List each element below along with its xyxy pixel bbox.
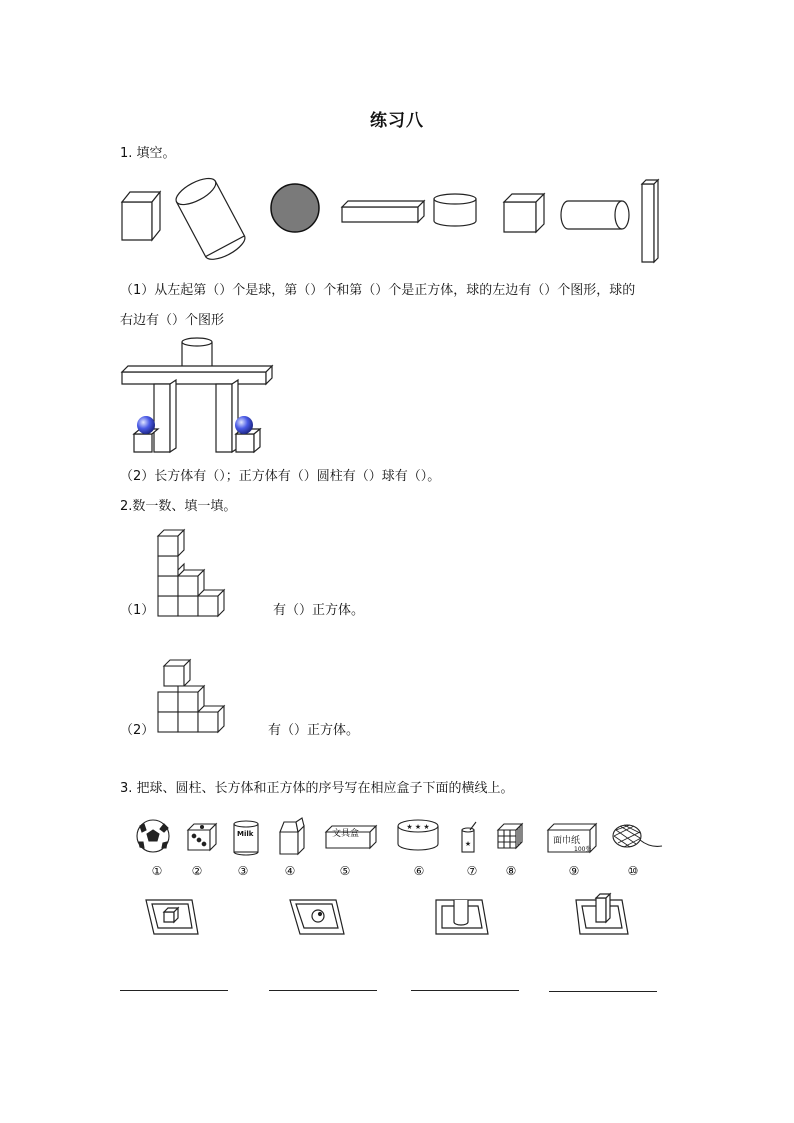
object-number-8: ⑧ — [505, 864, 517, 878]
q1-heading: 1. 填空。 — [120, 146, 176, 161]
soccer-ball-icon — [137, 820, 169, 852]
cuboid-shape-2 — [642, 180, 658, 262]
cube-shape-1 — [122, 192, 160, 240]
top-cylinder — [182, 338, 212, 366]
svg-text:★: ★ — [464, 840, 472, 848]
q3-sort-boxes — [140, 894, 660, 940]
answer-line-cube[interactable] — [120, 990, 228, 991]
q2-item2-label: （2） — [120, 723, 155, 738]
page-title: 练习八 — [370, 111, 424, 131]
q2-item2-text: 有（）正方体。 — [268, 723, 360, 738]
q2-cube-stack-1 — [154, 524, 234, 620]
rubik-cube-icon — [498, 824, 522, 848]
object-number-6: ⑥ — [413, 864, 425, 878]
milk-label: Milk — [237, 830, 254, 838]
answer-line-ball[interactable] — [269, 990, 377, 991]
left-sphere — [137, 416, 155, 434]
q3-objects-row — [130, 814, 670, 862]
q1-structure-figure — [120, 336, 280, 456]
q1-shapes-row — [118, 176, 678, 266]
cylinder-shape-2 — [434, 194, 476, 226]
object-number-1: ① — [151, 864, 163, 878]
svg-text:★ ★ ★: ★ ★ ★ — [406, 823, 430, 831]
object-number-2: ② — [191, 864, 203, 878]
object-number-9: ⑨ — [568, 864, 580, 878]
small-can-icon — [462, 822, 476, 852]
right-pillar — [216, 380, 238, 452]
cuboid-shape-1 — [342, 201, 424, 222]
cube-shape-2 — [504, 194, 544, 232]
q2-item1-text: 有（）正方体。 — [273, 603, 365, 618]
milk-carton-icon — [280, 818, 304, 854]
sort-box-cylinder — [436, 900, 488, 934]
q2-cube-stack-2 — [154, 654, 234, 738]
sort-box-ball — [290, 900, 344, 934]
object-number-5: ⑤ — [339, 864, 351, 878]
q1-sub1-line1: （1）从左起第（）个是球，第（）个和第（）个是正方体，球的左边有（）个图形，球的 — [120, 283, 636, 298]
ball-shape — [271, 184, 319, 232]
q3-heading: 3. 把球、圆柱、长方体和正方体的序号写在相应盒子下面的横线上。 — [120, 781, 514, 796]
tissue-label: 面巾纸 — [553, 836, 581, 846]
sort-box-cuboid — [576, 894, 628, 934]
object-number-7: ⑦ — [466, 864, 478, 878]
answer-line-cuboid[interactable] — [549, 991, 657, 992]
stationery-label: 文具盒 — [332, 829, 360, 839]
q2-item1-label: （1） — [120, 603, 155, 618]
object-number-3: ③ — [237, 864, 249, 878]
dice-icon — [188, 824, 216, 850]
sort-box-cube — [146, 900, 198, 934]
milk-can-icon — [234, 821, 258, 855]
left-pillar — [154, 380, 176, 452]
object-number-10: ⑩ — [627, 864, 639, 878]
cylinder-shape-1 — [172, 173, 248, 264]
right-sphere — [235, 416, 253, 434]
top-beam — [122, 366, 272, 384]
cylinder-shape-3 — [561, 201, 629, 229]
answer-line-cylinder[interactable] — [411, 990, 519, 991]
q1-sub1-line2: 右边有（）个图形 — [120, 313, 225, 328]
object-number-4: ④ — [284, 864, 296, 878]
round-tin-icon — [398, 820, 438, 850]
tissue-sublabel: 100张 — [574, 846, 592, 853]
yarn-ball-icon — [613, 825, 662, 847]
q2-heading: 2.数一数、填一填。 — [120, 499, 237, 514]
q1-sub2: （2）长方体有（）；正方体有（）圆柱有（）球有（）。 — [120, 469, 441, 484]
